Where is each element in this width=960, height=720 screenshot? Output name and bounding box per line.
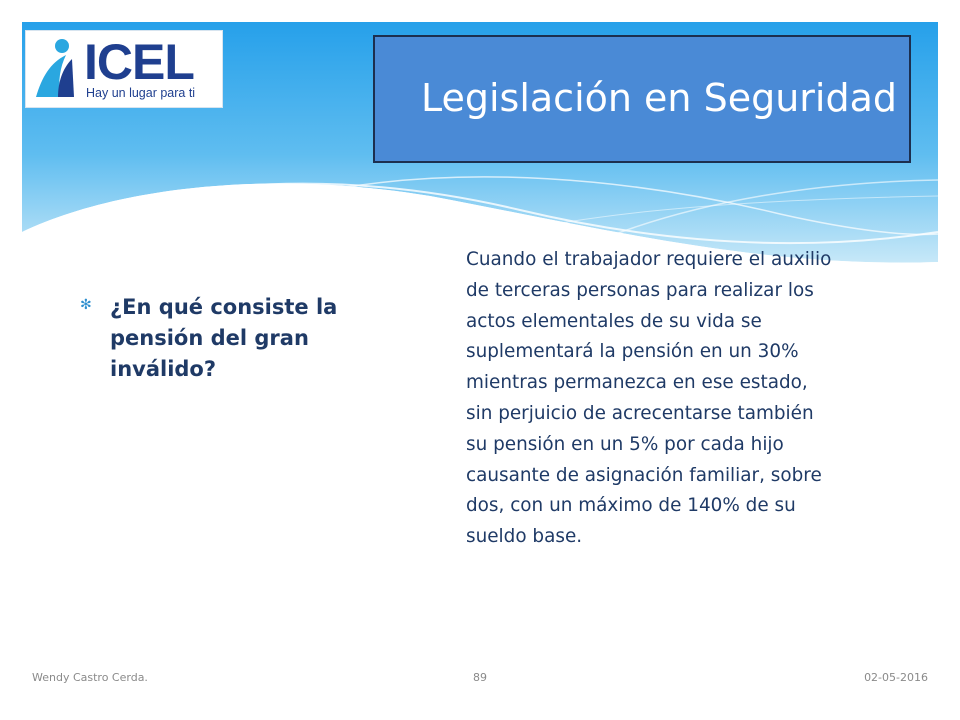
- answer-line: causante de asignación familiar, sobre: [466, 464, 822, 486]
- answer-line: dos, con un máximo de 140% de su: [466, 495, 796, 517]
- logo-tagline: Hay un lugar para ti: [86, 86, 196, 100]
- answer-line: sin perjuicio de acrecentarse también: [466, 402, 814, 424]
- icel-figure-icon: [32, 37, 82, 101]
- title-box: [373, 35, 911, 163]
- footer-page-number: 89: [473, 671, 487, 684]
- question-text: ¿En qué consiste la pensión del gran inválido?: [110, 295, 338, 381]
- answer-text: [466, 245, 936, 553]
- answer-line: actos elementales de su vida se: [466, 310, 762, 332]
- footer-author: Wendy Castro Cerda.: [32, 671, 148, 684]
- icel-logo: [25, 30, 223, 108]
- answer-line: suplementará la pensión en un 30%: [466, 341, 799, 363]
- answer-line: sueldo base.: [466, 526, 583, 548]
- asterisk-bullet-icon: ✻: [80, 297, 92, 313]
- slide-title: Legislación en Seguridad: [420, 76, 897, 120]
- answer-line: su pensión en un 5% por cada hijo: [466, 433, 784, 455]
- logo-wordmark: ICEL: [84, 34, 194, 90]
- footer-date: 02-05-2016: [864, 671, 928, 684]
- answer-line: Cuando el trabajador requiere el auxilio: [466, 249, 832, 270]
- answer-line: de terceras personas para realizar los: [466, 279, 814, 301]
- answer-line: mientras permanezca en ese estado,: [466, 372, 808, 394]
